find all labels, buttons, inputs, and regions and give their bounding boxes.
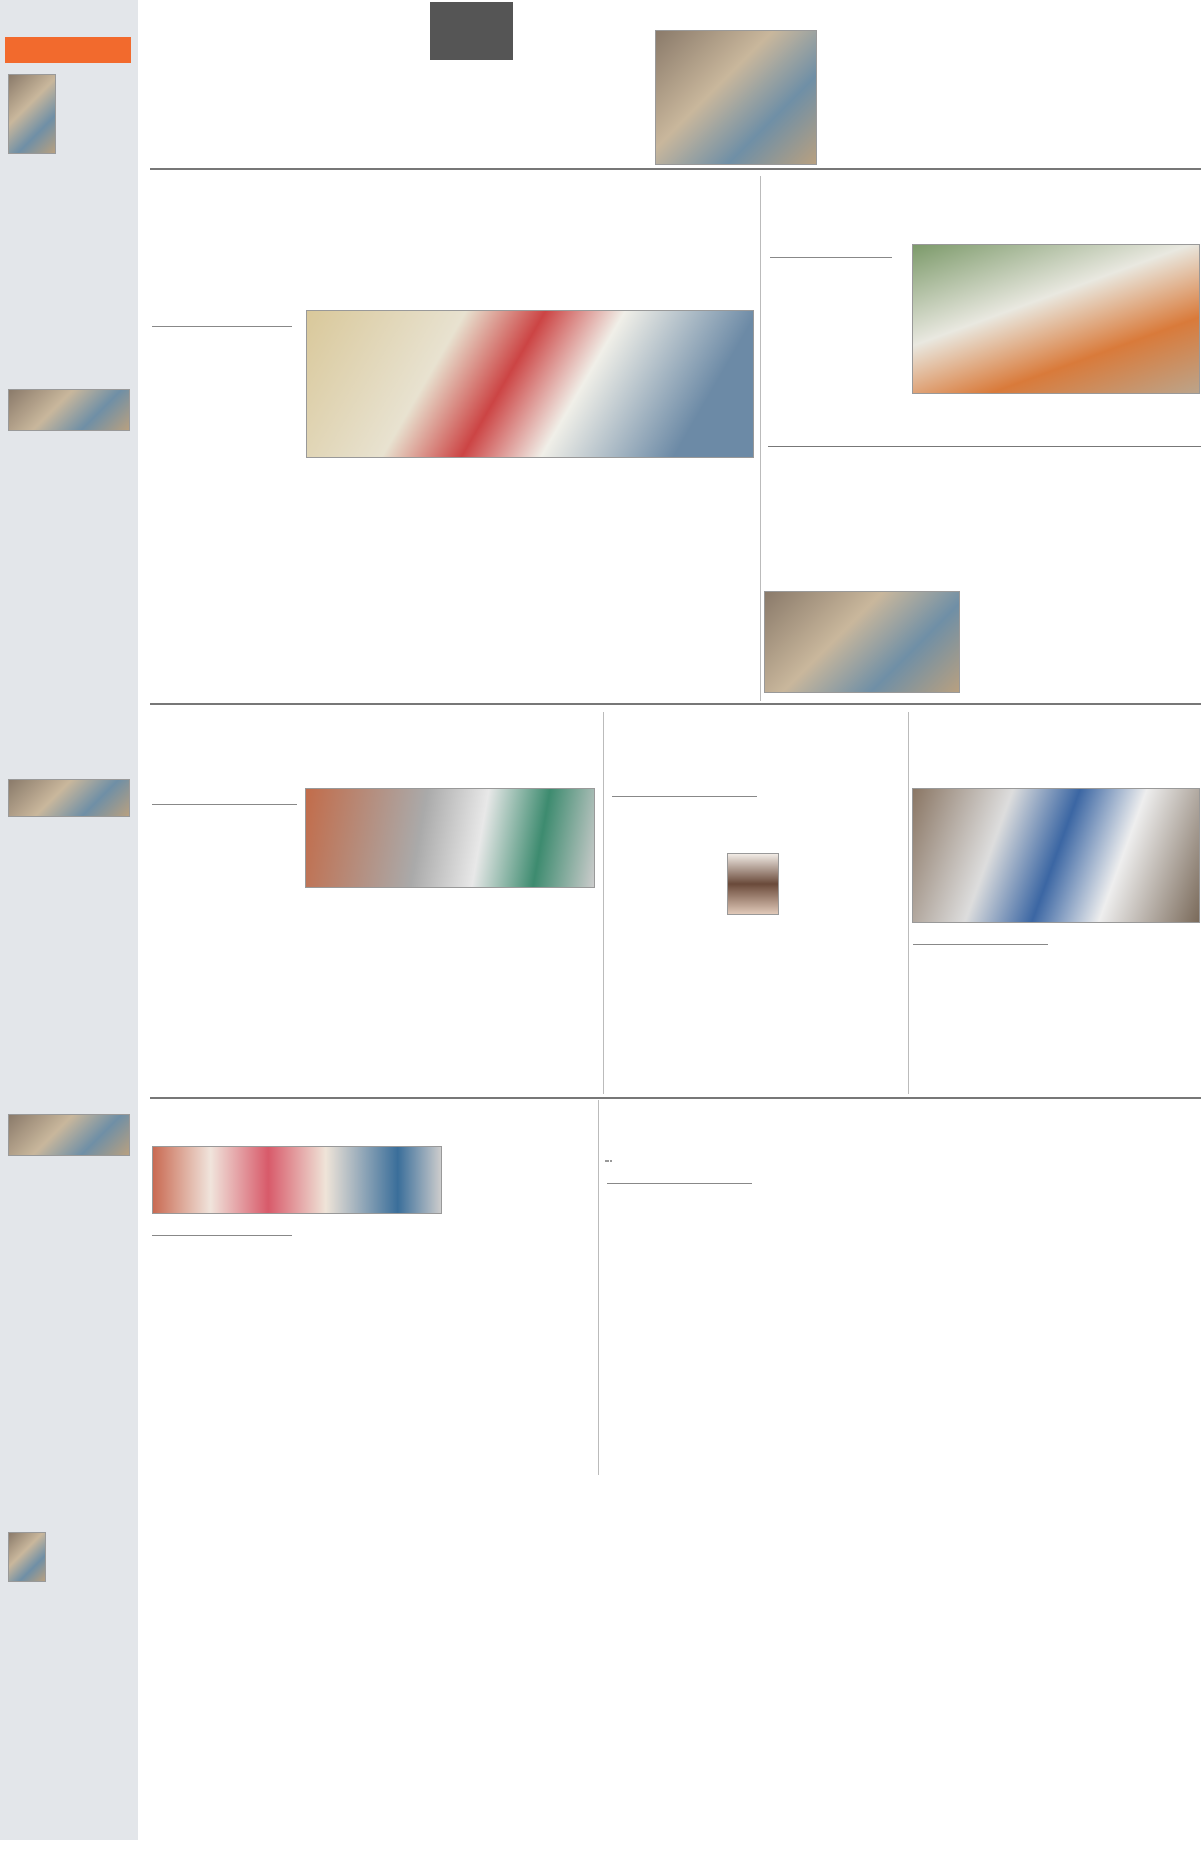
brief-photo xyxy=(8,1114,130,1156)
plantation-photo xyxy=(305,788,595,888)
story-body xyxy=(612,808,902,1098)
yugmarg-brand-box xyxy=(430,2,513,60)
byline xyxy=(913,930,1048,945)
brief-item[interactable] xyxy=(8,1490,132,1584)
lead-byline-block xyxy=(152,312,292,327)
story-body xyxy=(770,273,892,445)
brief-item[interactable] xyxy=(8,70,132,156)
brief-photo xyxy=(8,779,130,817)
byline xyxy=(152,790,297,805)
divider xyxy=(150,168,1201,170)
story-body xyxy=(913,958,1201,1094)
brief-photo xyxy=(8,389,130,431)
story-body-continued xyxy=(912,398,1200,443)
column-rule xyxy=(908,712,909,1094)
divider xyxy=(150,703,1201,705)
column-rule xyxy=(598,1100,599,1475)
lead-body xyxy=(152,343,756,699)
brief-photo xyxy=(8,1532,46,1582)
brief-item[interactable] xyxy=(8,775,132,821)
brief-item[interactable] xyxy=(8,385,132,435)
byline xyxy=(152,312,292,327)
mcm-photo xyxy=(152,1146,442,1214)
brief-item[interactable] xyxy=(8,1110,132,1160)
news-brief-sidebar xyxy=(0,0,138,1840)
brief-photo xyxy=(8,74,56,154)
story-body-continued xyxy=(305,893,595,1098)
story-body xyxy=(764,497,1200,697)
column-rule xyxy=(760,176,761,701)
column-rule xyxy=(603,712,604,1094)
story-body xyxy=(152,820,297,1098)
byline xyxy=(612,793,757,797)
byline xyxy=(607,1169,752,1184)
divider xyxy=(150,1097,1201,1099)
story-body xyxy=(152,1248,592,1473)
tubewell-photo xyxy=(912,244,1200,394)
byline xyxy=(152,1221,292,1236)
principal-photo xyxy=(655,30,817,165)
news-brief-label xyxy=(5,37,131,63)
divider xyxy=(768,446,1201,447)
tribute-photo xyxy=(912,788,1200,923)
byline xyxy=(770,243,892,258)
